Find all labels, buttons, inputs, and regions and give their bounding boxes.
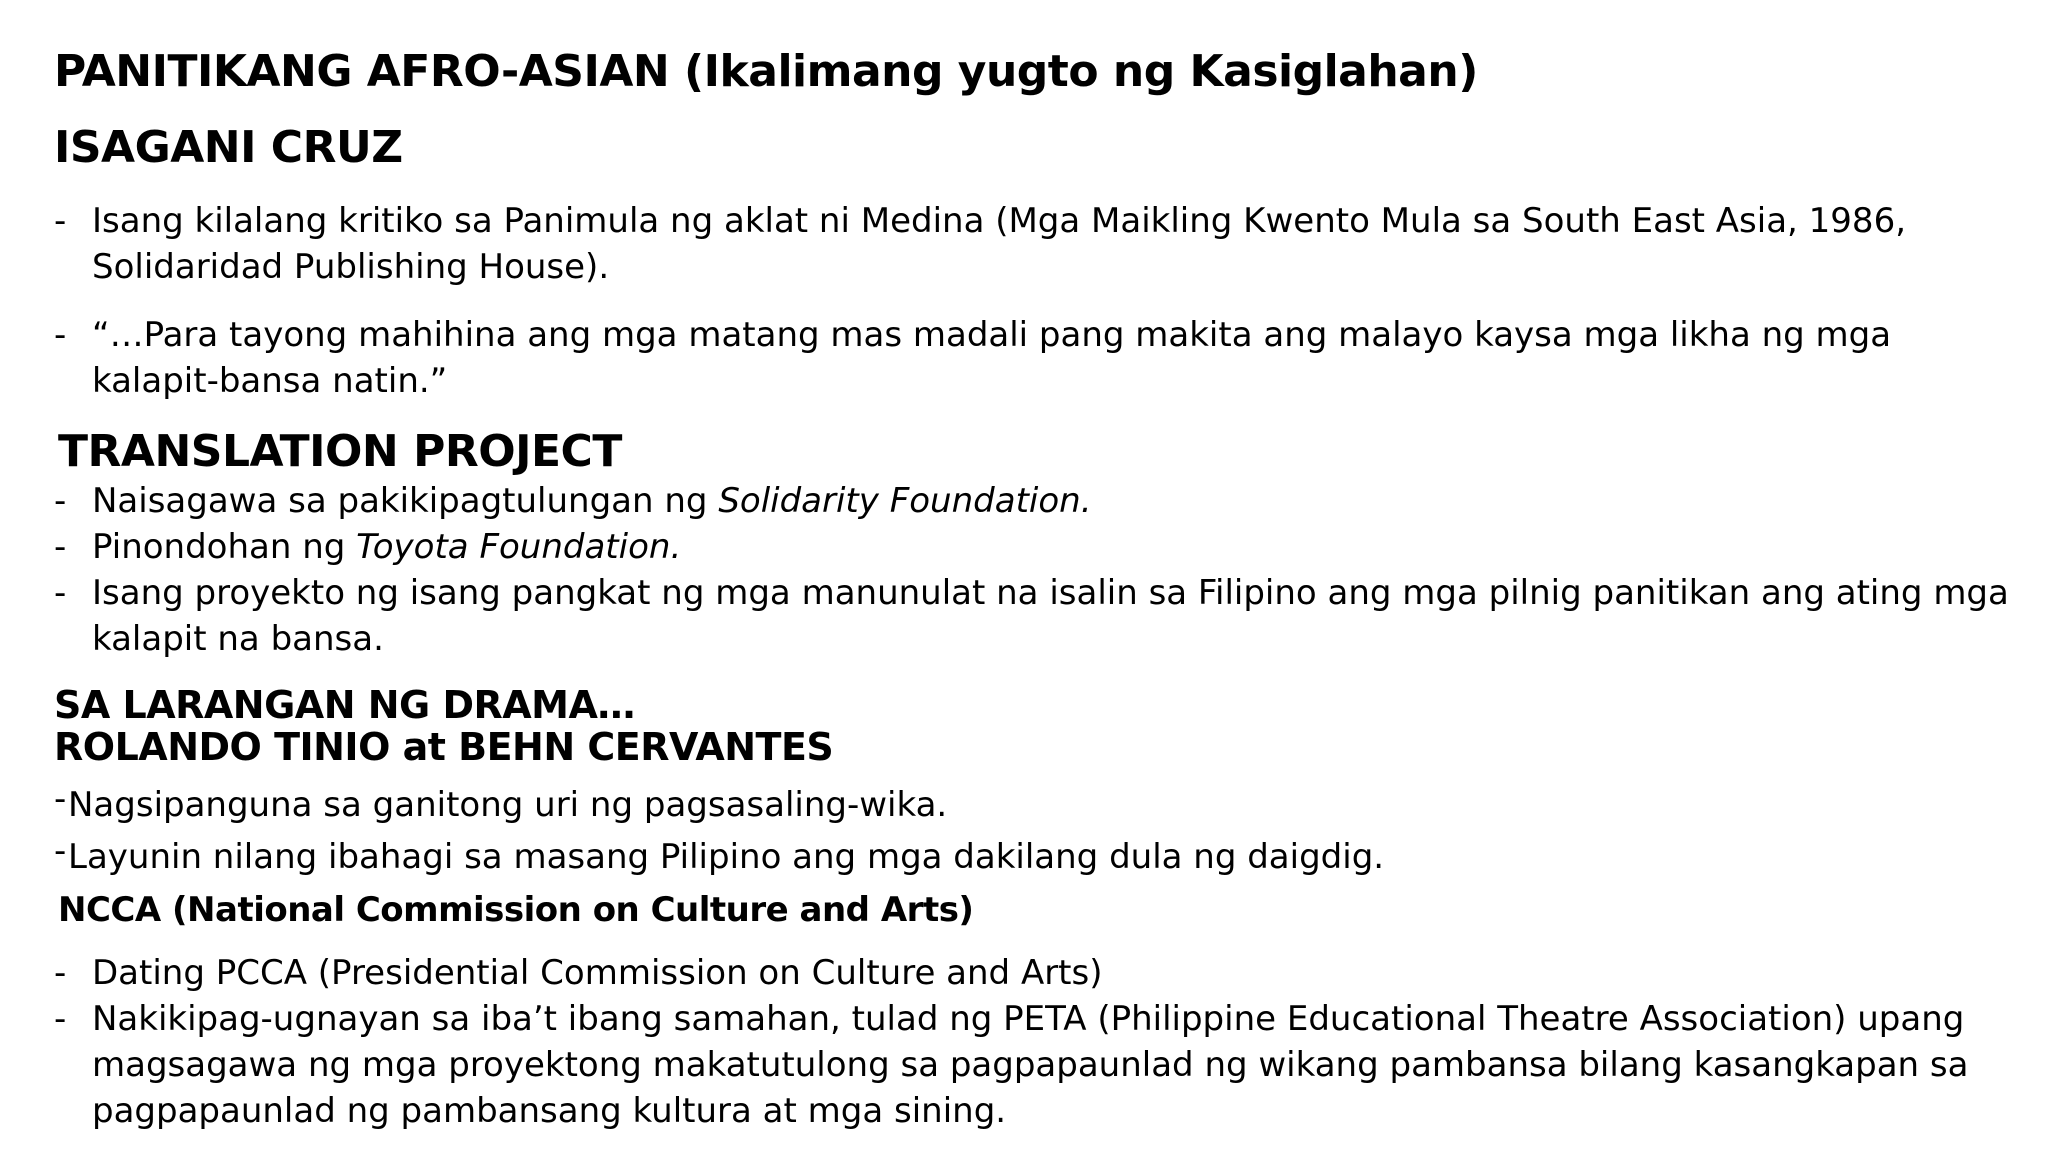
heading-ncca: NCCA (National Commission on Culture and Arts): [58, 890, 974, 930]
main-title: PANITIKANG AFRO-ASIAN (Ikalimang yugto ng Kasiglahan): [54, 46, 1478, 97]
bullet-dash: -: [54, 481, 67, 521]
list-item-plain: Naisagawa sa pakikipagtulungan ng: [92, 481, 719, 521]
list-item: [54, 524, 2014, 570]
list-item: [54, 478, 2014, 524]
list-item-text: “…Para tayong mahihina ang mga matang mas madali pang makita ang malayo kaysa mga likha ng mga kalapit-bansa natin.”: [92, 315, 1892, 401]
list-item-text: Nakikipag-ugnayan sa iba’t ibang samahan, tulad ng PETA (Philippine Educational Theatre Association) upang magsagawa ng mga proyektong makatutulong sa pagpapaunlad ng wikang pambansa bilang kasangkapan sa pagpapaunlad ng pambansang kultura at mga sining.: [92, 999, 1969, 1131]
heading-translation-project: TRANSLATION PROJECT: [58, 426, 622, 477]
list-item-text: Layunin nilang ibahagi sa masang Pilipino ang mga dakilang dula ng daigdig.: [68, 837, 1385, 877]
bullet-dash: -: [54, 999, 67, 1039]
list-item: [54, 831, 2014, 880]
bullet-dash: -: [54, 779, 67, 819]
list-item: [54, 950, 2014, 996]
list-item: [54, 312, 2014, 404]
bullet-dash: -: [54, 315, 67, 355]
bullet-dash: -: [54, 527, 67, 567]
heading-isagani-cruz: ISAGANI CRUZ: [54, 122, 403, 173]
list-item-emphasis: Toyota Foundation.: [356, 527, 682, 567]
list-item-text: [92, 478, 2014, 524]
list-item: [54, 996, 2014, 1134]
list-item: [54, 779, 2014, 828]
list-item: [54, 198, 2014, 290]
bullet-dash: -: [54, 953, 67, 993]
list-item-plain: Pinondohan ng: [92, 527, 357, 567]
list-item-text: Nagsipanguna sa ganitong uri ng pagsasaling-wika.: [68, 785, 948, 825]
list-item-text: Dating PCCA (Presidential Commission on Culture and Arts): [92, 953, 1103, 993]
bullet-dash: -: [54, 573, 67, 613]
list-item-text: Isang kilalang kritiko sa Panimula ng aklat ni Medina (Mga Maikling Kwento Mula sa South East Asia, 1986, Solidaridad Publishing House).: [92, 201, 1907, 287]
heading-drama: SA LARANGAN NG DRAMA…: [54, 683, 635, 727]
list-item-text: [92, 524, 2014, 570]
subheading-tinio-cervantes: ROLANDO TINIO at BEHN CERVANTES: [54, 725, 834, 769]
bullet-dash: -: [54, 831, 67, 871]
list-item-emphasis: Solidarity Foundation.: [718, 481, 1092, 521]
list-item-text: Isang proyekto ng isang pangkat ng mga manunulat na isalin sa Filipino ang mga pilnig panitikan ang ating mga kalapit na bansa.: [92, 573, 2009, 659]
list-item: [54, 570, 2014, 662]
bullet-dash: -: [54, 201, 67, 241]
